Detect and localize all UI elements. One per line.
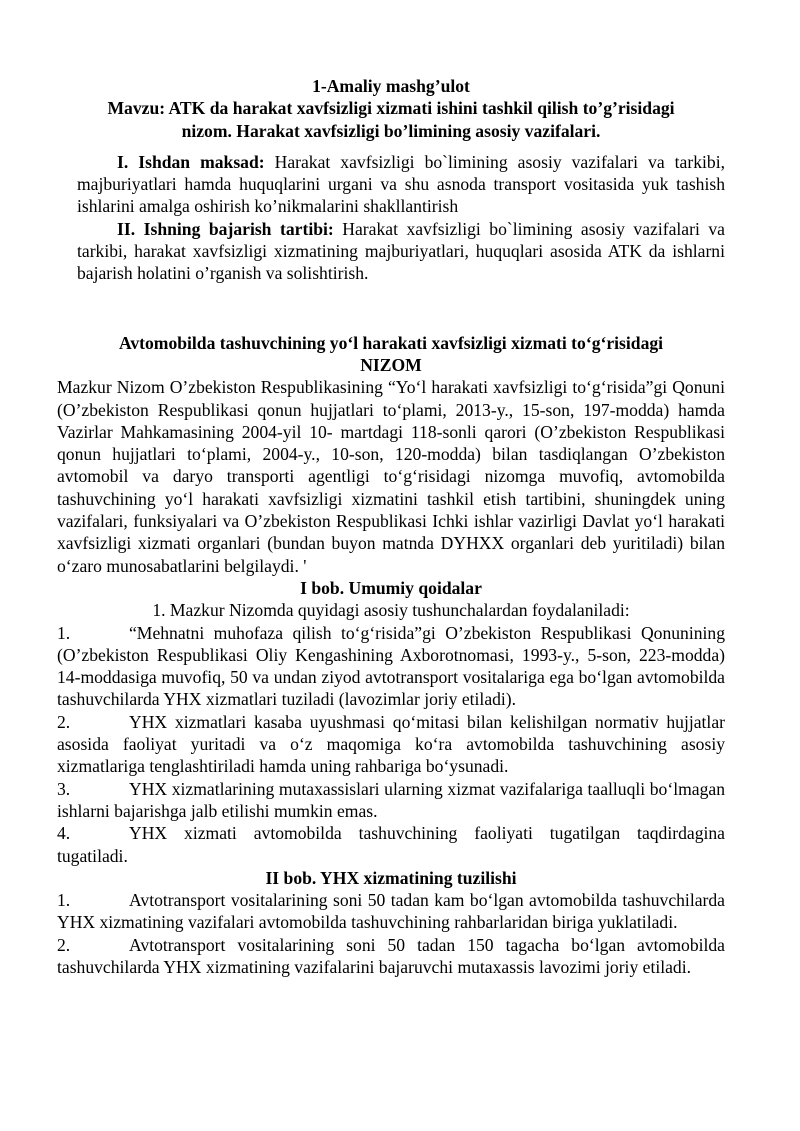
chapter-2-title: II bob. YHX xizmatining tuzilishi [265, 867, 517, 888]
practical-lesson-title: 1-Amaliy mashg’ulot [312, 76, 470, 96]
item-text: YHX xizmatlari kasaba uyushmasi qo‘mitasi bilan kelishilgan normativ hujjatlar asosida faoliyat yuritadi va o‘z maqomiga ko‘ra avtomobilda tashuvchining asosiy xizmatlariga tenglashtiriladi hamda uning rahbariga bo‘ysunadi. [57, 711, 725, 777]
item-text: Avtotransport vositalarining soni 50 tadan kam bo‘lgan avtomobilda tashuvchilarda YHX xizmatining vazifalari avtomobilda tashuvchining rahbarlaridan biriga yuklatiladi. [57, 890, 725, 933]
chapter-1-list [57, 622, 725, 867]
topic-line-1: Mavzu: ATK da harakat xavfsizligi xizmati ishini tashkil qilish to’g’risidagi [107, 98, 675, 119]
procedure-label: II. Ishning bajarish tartibi: [117, 218, 334, 239]
list-item [57, 622, 725, 711]
document-header [57, 75, 725, 142]
list-item [57, 889, 725, 934]
chapter-1-intro: 1. Mazkur Nizomda quyidagi asosiy tushunchalardan foydalaniladi: [152, 600, 630, 621]
list-item [57, 934, 725, 979]
item-text: YHX xizmatlarining mutaxassislari ularning xizmat vazifalariga taalluqli bo‘lmagan ishlarni bajarishga jalb etilishi mumkin emas. [57, 778, 725, 821]
item-number: 3. [57, 778, 71, 799]
objective-text: Harakat xavfsizligi bo`limining asosiy vazifalari va tarkibi, majburiyatlari hamda huquqlarini urgani va shu asnoda transport vositasida yuk tashish ishlarini amalga oshirish ko’nikmalarini shakllantirish [77, 151, 725, 217]
lesson-goals [57, 151, 725, 285]
item-text: “Mehnatni muhofaza qilish to‘g‘risida”gi O’zbekiston Respublikasi Qonunining (O’zbekiston Respublikasi Oliy Kengashining Axborotnomasi, 1993-y., 5-son, 223-modda) 14-moddasiga muvofiq, 50 va undan ziyod avtotransport vositalariga ega bo‘lgan avtomobilda tashuvchilarda YHX xizmatlari tuziladi (lavozimlar joriy etiladi). [57, 622, 725, 710]
list-item [57, 778, 725, 823]
chapter-2-list [57, 889, 725, 978]
objective-label: I. Ishdan maksad: [117, 151, 265, 172]
chapter-1-title: I bob. Umumiy qoidalar [300, 577, 482, 598]
item-number: 1. [57, 890, 71, 911]
procedure-text: Harakat xavfsizligi bo`limining asosiy vazifalari va tarkibi, harakat xavfsizligi xizmatining majburiyatlari, huquqlari asosida ATK da ishlarni bajarish holatini o’rganish va solishtirish. [77, 218, 725, 284]
regulation-title-line-2: NIZOM [360, 354, 422, 375]
item-number: 4. [57, 823, 71, 844]
item-text: YHX xizmati avtomobilda tashuvchining faoliyati tugatilgan taqdirdagina tugatiladi. [57, 823, 725, 866]
item-number: 2. [57, 711, 71, 732]
list-item [57, 822, 725, 867]
item-number: 2. [57, 934, 71, 955]
list-item [57, 711, 725, 778]
document-page [57, 75, 725, 978]
regulation-preamble: Mazkur Nizom O’zbekiston Respublikasining “Yo‘l harakati xavfsizligi to‘g‘risida”gi Qonuni (O’zbekiston Respublikasi qonun hujjatlari to‘plami, 2013-y., 15-son, 197-modda) hamda Vazirlar Mahkamasining 2004-yil 10- martdagi 118-sonli qarori (O’zbekiston Respublikasi qonun hujjatlari to‘plami, 2004-y., 10-son, 120-modda) bilan tasdiqlangan O’zbekiston avtomobil va daryo transporti agentligi to‘g‘risidagi nizomga muvofiq, avtomobilda tashuvchining yo‘l harakati xavfsizligi xizmatini tashkil etish tartibini, shuningdek uning vazifalari, funksiyalari va O’zbekiston Respublikasi Ichki ishlar vazirligi Davlat yo‘l harakati xavfsizligi xizmati organlari (bundan buyon matnda DYHXX organlari deb yuritiladi) bilan o‘zaro munosabatlarini belgilaydi. ' [57, 377, 725, 576]
topic-line-2: nizom. Harakat xavfsizligi bo’limining asosiy vazifalari. [181, 120, 601, 141]
procedure-paragraph [77, 218, 725, 285]
regulation-title [57, 332, 725, 377]
objective-paragraph [77, 151, 725, 218]
regulation-title-line-1: Avtomobilda tashuvchining yo‘l harakati xavfsizligi xizmati to‘g‘risidagi [118, 332, 664, 353]
item-text: Avtotransport vositalarining soni 50 tadan 150 tagacha bo‘lgan avtomobilda tashuvchilarda YHX xizmatining vazifalarini bajaruvchi mutaxassis lavozimi joriy etiladi. [57, 934, 725, 977]
item-number: 1. [57, 622, 71, 643]
